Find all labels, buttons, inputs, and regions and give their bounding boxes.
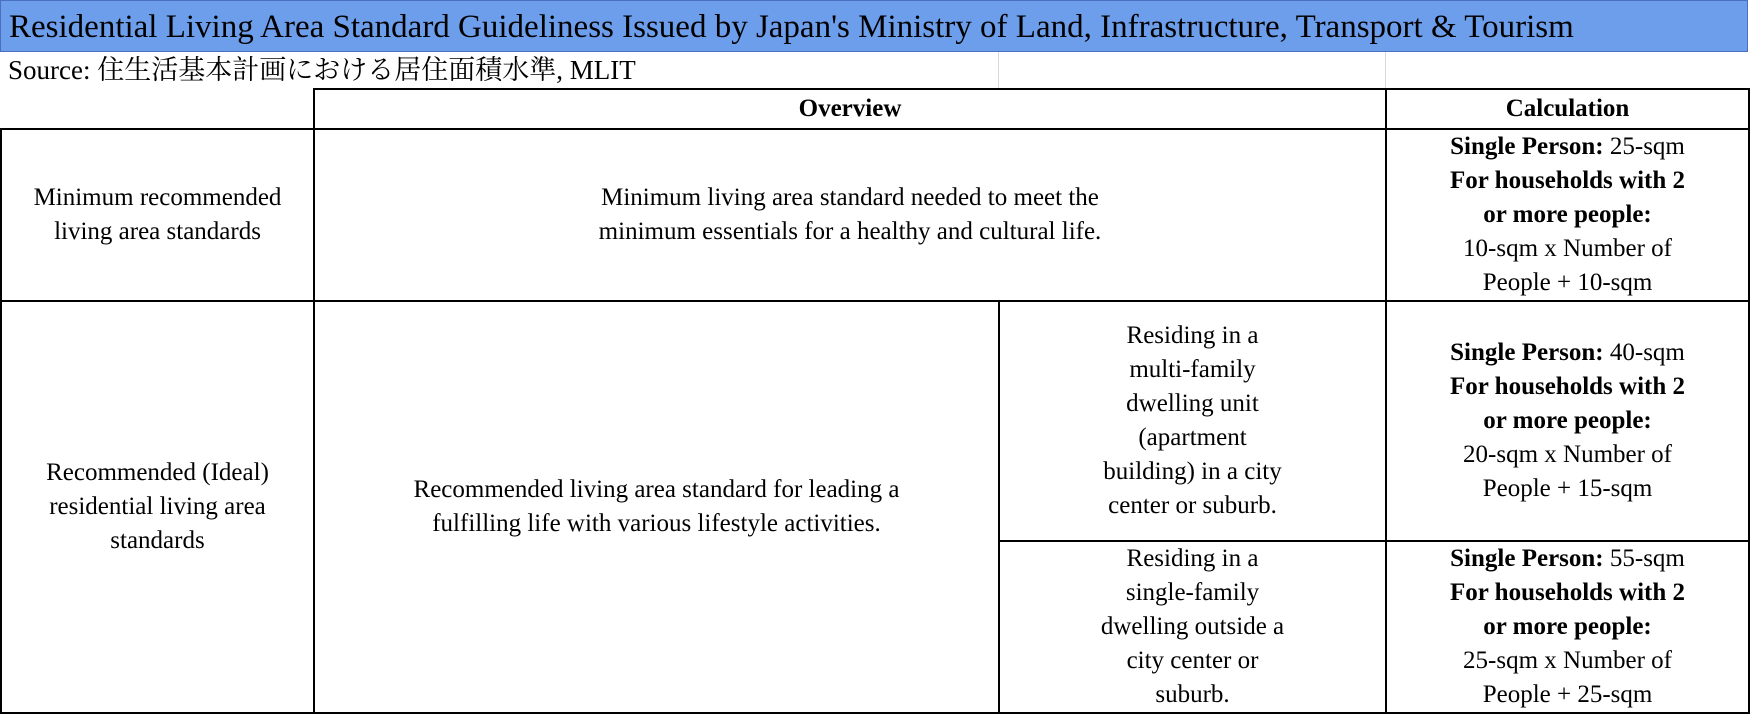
urban-formula: 20-sqm x Number of People + 15-sqm <box>1463 441 1673 502</box>
suburban-calc-cell[interactable] <box>1386 541 1749 713</box>
urban-calc-cell[interactable] <box>1386 301 1749 541</box>
suburban-households-label: For households with 2 or more people: <box>1450 579 1686 640</box>
suburban-single-value: 55-sqm <box>1603 545 1685 572</box>
header-blank-cell[interactable] <box>1 89 314 129</box>
urban-setting-cell[interactable] <box>999 301 1386 541</box>
living-area-table <box>0 88 1750 714</box>
urban-households-label: For households with 2 or more people: <box>1450 373 1686 434</box>
cell-gridline <box>1385 52 1386 88</box>
minimum-overview-cell[interactable] <box>314 129 1386 301</box>
minimum-label: Minimum recommended living area standards <box>33 184 282 245</box>
suburban-setting-cell[interactable] <box>999 541 1386 713</box>
table-row-recommended-urban <box>1 301 1749 541</box>
sheet-title[interactable]: Residential Living Area Standard Guideliness Issued by Japan's Ministry of Land, Infrastructure, Transport & Tourism <box>0 0 1748 52</box>
header-calculation[interactable]: Calculation <box>1386 89 1749 129</box>
minimum-formula: 10-sqm x Number of People + 10-sqm <box>1463 235 1673 296</box>
minimum-overview: Minimum living area standard needed to meet the minimum essentials for a healthy and cultural life. <box>598 184 1102 245</box>
suburban-formula: 25-sqm x Number of People + 25-sqm <box>1463 647 1673 708</box>
suburban-setting: Residing in a single-family dwelling outside a city center or suburb. <box>1100 545 1285 708</box>
table-row-minimum <box>1 129 1749 301</box>
recommended-label-cell[interactable] <box>1 301 314 713</box>
header-overview[interactable]: Overview <box>314 89 1386 129</box>
urban-single-value: 40-sqm <box>1603 339 1685 366</box>
urban-single-label: Single Person: <box>1450 339 1604 366</box>
urban-setting: Residing in a multi-family dwelling unit (apartment building) in a city center or suburb. <box>1103 322 1282 519</box>
recommended-label: Recommended (Ideal) residential living area standards <box>46 459 269 554</box>
minimum-label-cell[interactable] <box>1 129 314 301</box>
recommended-overview-cell[interactable] <box>314 301 999 713</box>
suburban-single-label: Single Person: <box>1450 545 1604 572</box>
header-row <box>1 89 1749 129</box>
minimum-single-value: 25-sqm <box>1603 133 1685 160</box>
minimum-households-label: For households with 2 or more people: <box>1450 167 1686 228</box>
minimum-single-label: Single Person: <box>1450 133 1604 160</box>
cell-gridline <box>998 52 999 88</box>
recommended-overview: Recommended living area standard for leading a fulfilling life with various lifestyle activities. <box>413 476 900 537</box>
minimum-calc-cell[interactable] <box>1386 129 1749 301</box>
source-note[interactable]: Source: 住生活基本計画における居住面積水準, MLIT <box>8 55 636 85</box>
